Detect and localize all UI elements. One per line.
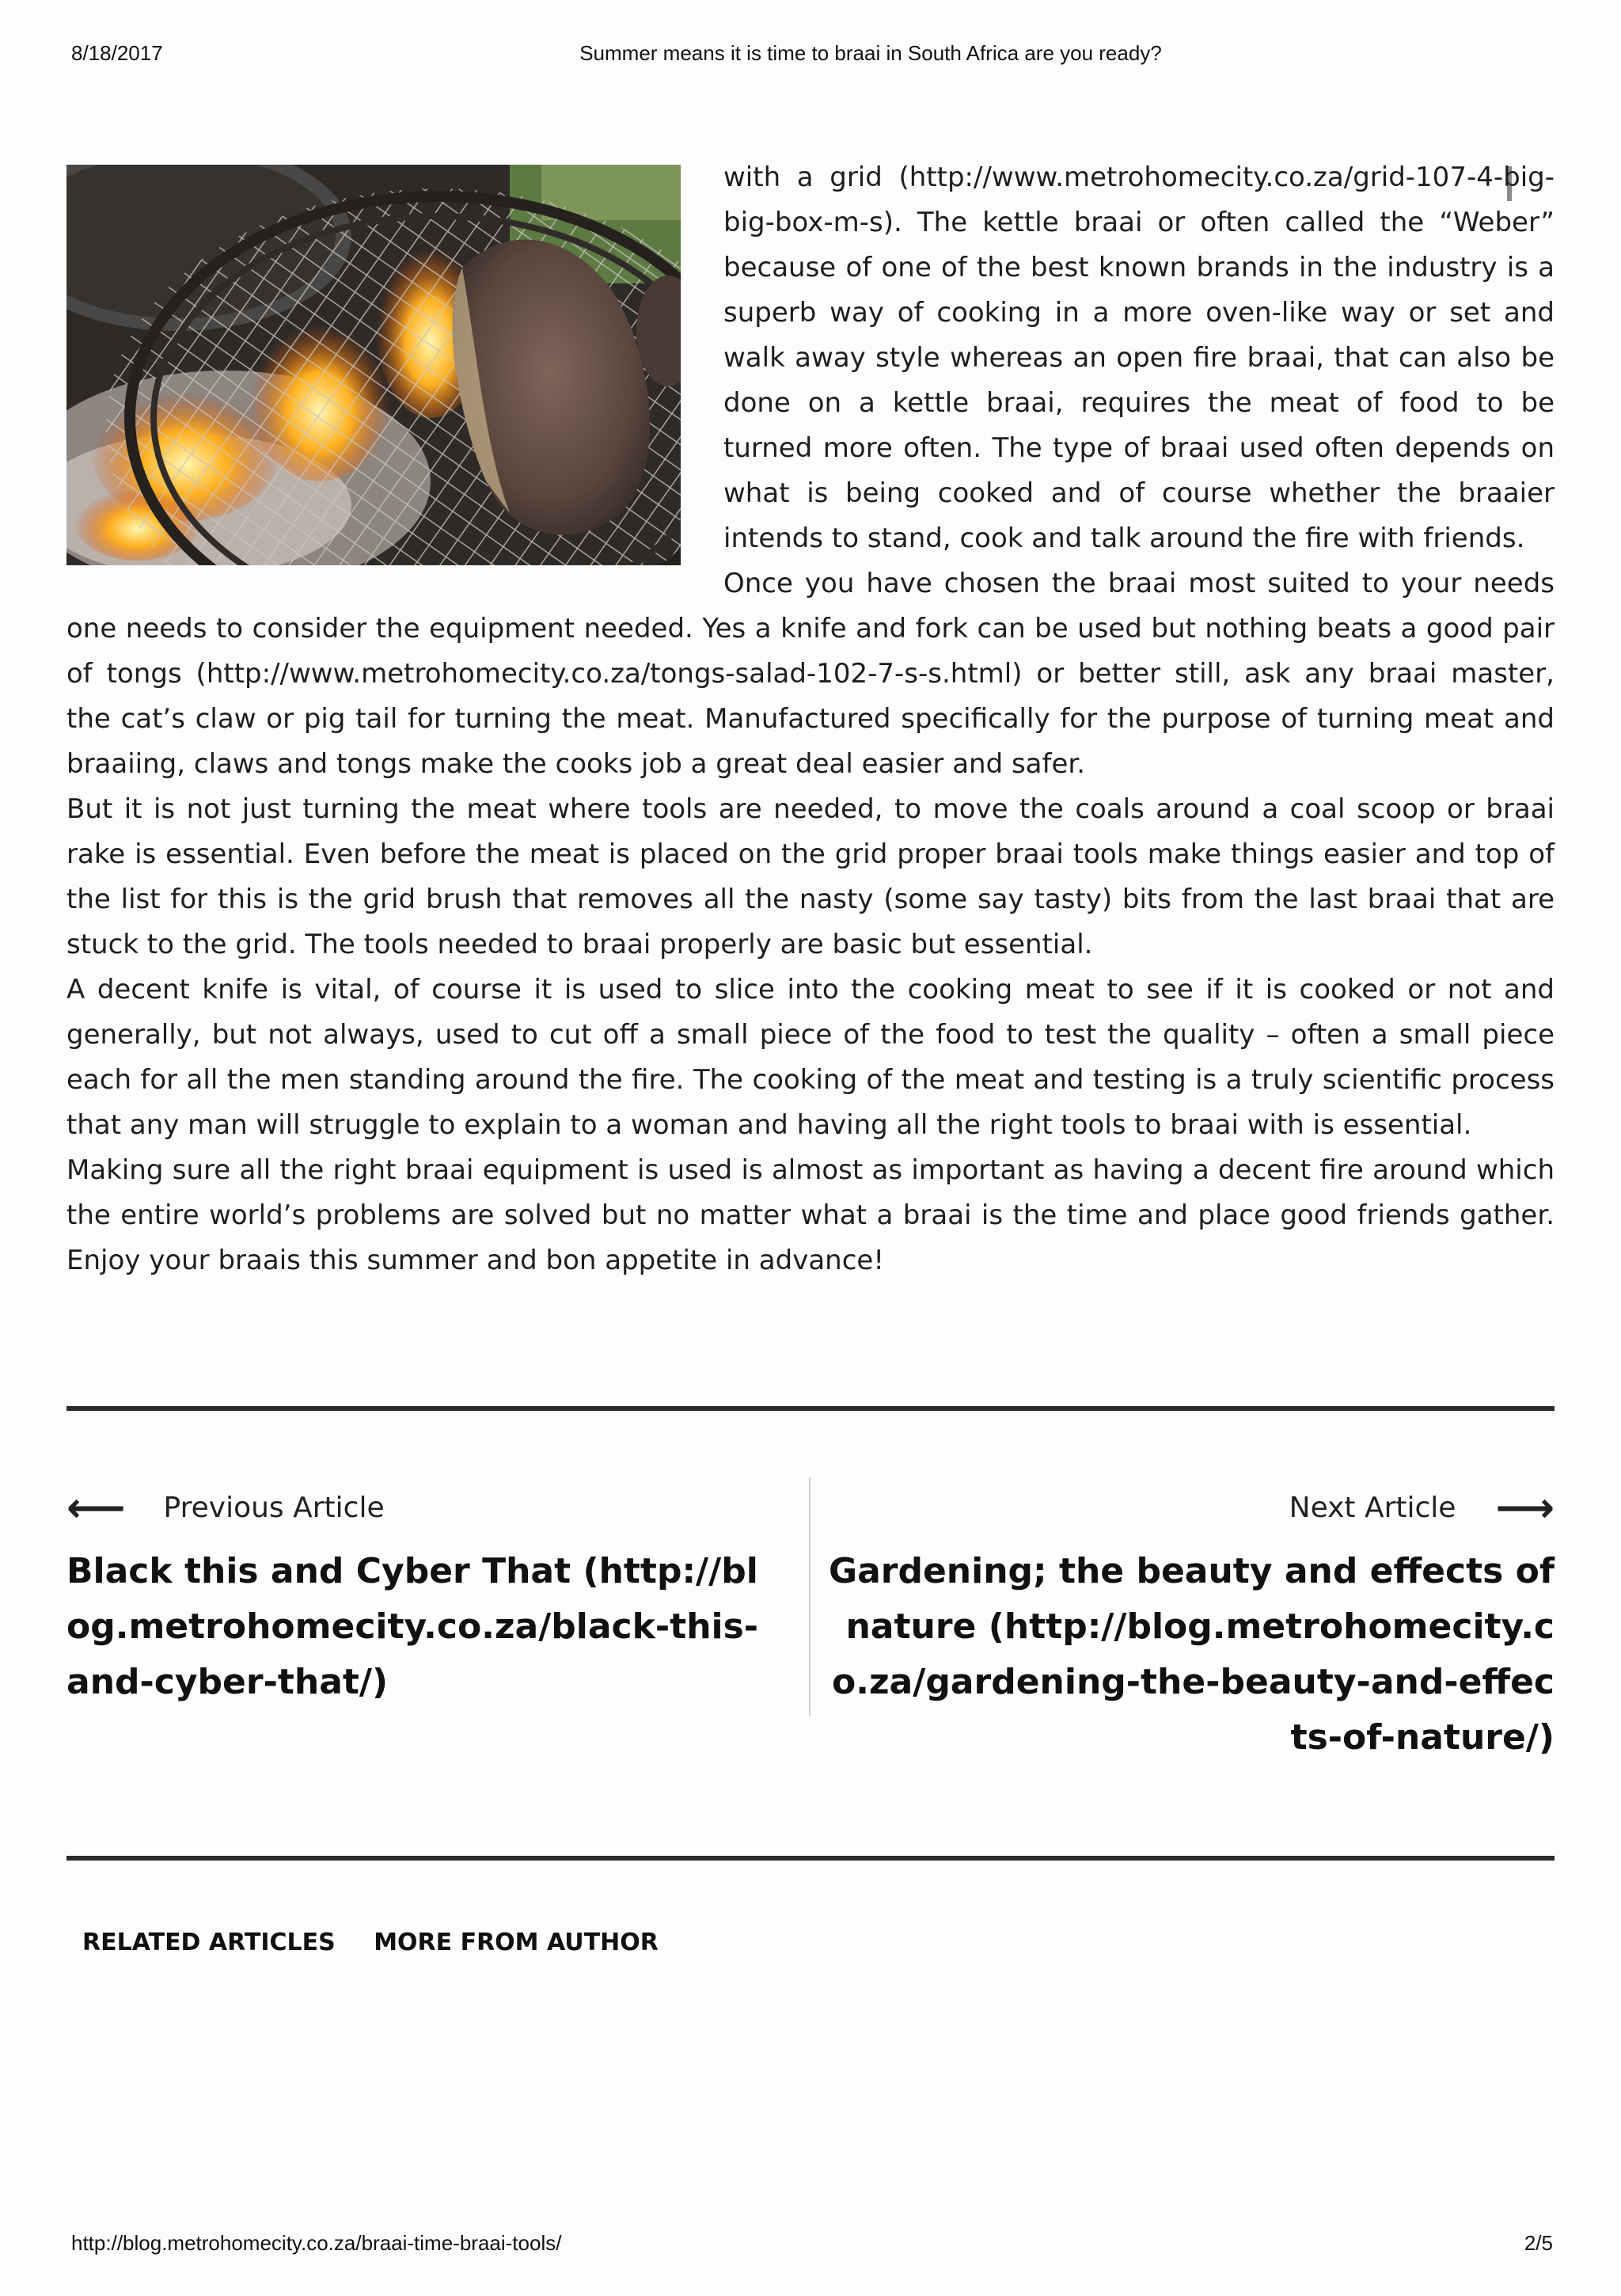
nav-column-divider [809,1477,810,1716]
previous-article-label[interactable]: Previous Article [163,1492,385,1524]
next-article-meta[interactable] [823,1484,1555,1532]
print-date: 8/18/2017 [71,41,163,65]
article-paragraph: Once you have chosen the braai most suited to your needs one needs to consider the equipment needed. Yes a knife and fork can be used but nothing beats a good pair of tongs (http://www.metrohomecity.co.za/tongs-salad-102-7-s-s.html) or better still, ask any braai master, the cat’s claw or pig tail for turning the meat. Manufactured specifically for the purpose of turning meat and braaiing, claws and tongs make the cooks job a great deal easier and safer. [66,568,1555,780]
arrow-left-icon[interactable]: ⟵ [66,1484,126,1532]
next-article-label[interactable]: Next Article [1289,1492,1456,1524]
section-divider [66,1856,1555,1861]
article-paragraph: But it is not just turning the meat where tools are needed, to move the coals around a coal scoop or braai rake is essential. Even before the meat is placed on the grid proper braai tools make things easier and top of the list for this is the grid brush that removes all the nasty (some say tasty) bits from the last braai that are stuck to the grid. The tools needed to braai properly are basic but essential. [66,793,1555,960]
braai-photo-icon [66,165,681,565]
article-paragraph: A decent knife is vital, of course it is used to slice into the cooking meat to see if it is cooked or not and generally, but not always, used to cut off a small piece of the food to test the quality – often a small piece each for all the men standing around the fire. The cooking of the meat and testing is a truly scientific process that any man will struggle to explain to a woman and having all the right tools to braai with is essential. [66,974,1555,1141]
section-divider [66,1406,1555,1411]
next-article-title-link[interactable]: Gardening; the beauty and effects of nature (http://blog.metrohomecity.co.za/gardening-the-beauty-and-effects-of-nature/) [828,1551,1555,1758]
article-paragraph: with a grid (http://www.metrohomecity.co.za/grid-107-4-big-big-box-m-s). The kettle braai or often called the “Weber” because of one of the best known brands in the industry is a superb way of cooking in a more oven-like way or set and walk away style whereas an open fire braai, that can also be done on a kettle braai, requires the meat of food to be turned more often. The type of braai used often depends on what is being cooked and of course whether the braaier intends to stand, cook and talk around the fire with friends. [723,162,1555,554]
print-header [0,41,1621,67]
page-number: 2/5 [1524,2231,1553,2255]
previous-article-meta[interactable] [66,1484,779,1532]
next-article-nav[interactable] [823,1484,1555,1766]
braai-photo-drawing [66,165,681,565]
article-body [66,155,1555,1283]
previous-article-nav[interactable] [66,1484,779,1710]
tab-related-articles[interactable]: RELATED ARTICLES [82,1929,336,1956]
related-tabs [82,1929,689,1956]
arrow-right-icon[interactable]: ⟶ [1495,1484,1555,1532]
tab-more-from-author[interactable]: MORE FROM AUTHOR [374,1929,659,1956]
article-paragraph: Making sure all the right braai equipment is used is almost as important as having a decent fire around which the entire world’s problems are solved but no matter what a braai is the time and place good friends gather. Enjoy your braais this summer and bon appetite in advance! [66,1154,1555,1276]
print-url: http://blog.metrohomecity.co.za/braai-time-braai-tools/ [71,2231,562,2255]
print-page-title: Summer means it is time to braai in South Africa are you ready? [579,41,1162,65]
previous-article-title-link[interactable]: Black this and Cyber That (http://blog.metrohomecity.co.za/black-this-and-cyber-that/) [66,1551,759,1702]
